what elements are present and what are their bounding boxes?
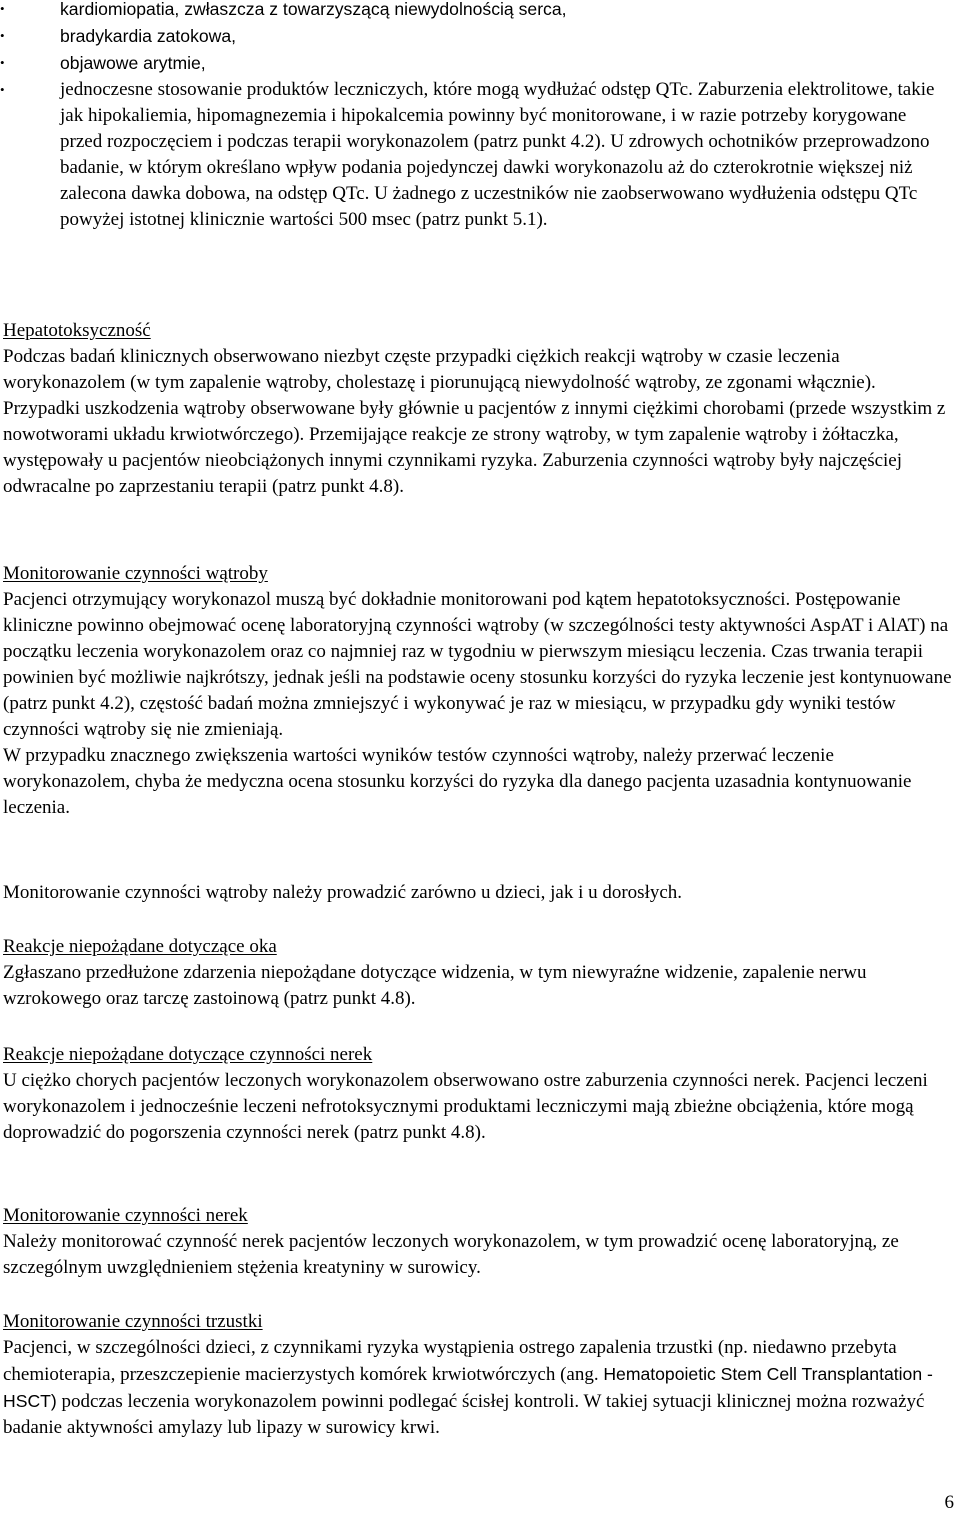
section-renal-monitoring	[3, 1203, 953, 1281]
list-item-text-end: U żadnego z uczestników nie zaobserwowano wydłużenia odstępu QTc powyżej istotnej klinicznie wartości 500 msec (patrz punkt 5.1).	[60, 183, 918, 230]
list-item-text: kardiomiopatia, zwłaszcza z towarzyszącą niewydolnością serca,	[60, 0, 567, 19]
section-paragraph	[3, 1335, 953, 1441]
section-paragraph: U ciężko chorych pacjentów leczonych worykonazolem obserwowano ostre zaburzenia czynności nerek. Pacjenci leczeni worykonazolem i jednocześnie leczeni nefrotoksycznymi produktami leczniczymi mają zbieżne obciążenia, które mogą doprowadzić do pogorszenia czynności nerek (patrz punkt 4.8).	[3, 1070, 928, 1143]
section-heading: Monitorowanie czynności trzustki	[3, 1311, 263, 1332]
section-heading: Reakcje niepożądane dotyczące oka	[3, 936, 277, 957]
list-item-text: objawowe arytmie,	[60, 53, 206, 73]
section-heading: Monitorowanie czynności nerek	[3, 1205, 248, 1226]
list-item	[0, 77, 950, 233]
section-paragraph: Zgłaszano przedłużone zdarzenia niepożądane dotyczące widzenia, w tym niewyraźne widzenie, zapalenie nerwu wzrokowego oraz tarczę zastoinową (patrz punkt 4.8).	[3, 962, 867, 1009]
section-hepatotoxicity	[3, 318, 953, 500]
list-item	[0, 50, 950, 77]
section-heading: Hepatotoksyczność	[3, 320, 151, 341]
page-number: 6	[944, 1492, 954, 1513]
section-pancreas	[3, 1309, 953, 1441]
section-renal	[3, 1042, 953, 1146]
paragraph-text-abbreviation: Hematopoietic Stem Cell Transplantation - HSCT)	[3, 1364, 933, 1411]
paragraph-text-end: podczas leczenia worykonazolem powinni podlegać ścisłej kontroli. W takiej sytuacji klinicznej można rozważyć badanie aktywności amylazy lub lipazy w surowicy krwi.	[3, 1391, 925, 1438]
section-liver-monitoring-note	[3, 880, 953, 906]
list-item-text: bradykardia zatokowa,	[60, 26, 237, 46]
risk-factor-list	[0, 0, 950, 233]
section-paragraph: Monitorowanie czynności wątroby należy prowadzić zarówno u dzieci, jak i u dorosłych.	[3, 882, 683, 903]
section-heading: Reakcje niepożądane dotyczące czynności nerek	[3, 1044, 373, 1065]
section-eye	[3, 934, 953, 1012]
list-item-text-continued: U zdrowych ochotników przeprowadzono badanie, w którym określano wpływ podania pojedynczej dawki worykonazolu aż do czterokrotnie większej niż zalecona dawka dobowa, na odstęp QTc.	[60, 131, 930, 204]
section-liver-monitoring	[3, 561, 953, 821]
paragraph-text: Pacjenci, w szczególności dzieci, z czynnikami ryzyka wystąpienia ostrego zapalenia trzustki (np. niedawno przebyta chemioterapia, przeszczepienie macierzystych komórek krwiotwórczych (ang.	[3, 1337, 897, 1385]
list-item	[0, 0, 950, 23]
section-paragraph: W przypadku znacznego zwiększenia wartości wyników testów czynności wątroby, należy przerwać leczenie worykonazolem, chyba że medyczna ocena stosunku korzyści do ryzyka dla danego pacjenta uzasadnia kontynuowanie leczenia.	[3, 745, 912, 818]
section-heading: Monitorowanie czynności wątroby	[3, 563, 268, 584]
section-paragraph: Należy monitorować czynność nerek pacjentów leczonych worykonazolem, w tym prowadzić ocenę laboratoryjną, ze szczególnym uwzględnieniem stężenia kreatyniny w surowicy.	[3, 1231, 899, 1278]
list-item-text: jednoczesne stosowanie produktów leczniczych, które mogą wydłużać odstęp QTc. Zaburzenia elektrolitowe, takie jak hipokaliemia, hipomagnezemia i hipokalcemia powinny być monitorowane, i w razie potrzeby korygowane przed rozpoczęciem i podczas terapii worykonazolem (patrz punkt 4.2).	[60, 79, 935, 152]
section-paragraph: Podczas badań klinicznych obserwowano niezbyt częste przypadki ciężkich reakcji wątroby w czasie leczenia worykonazolem (w tym zapalenie wątroby, cholestazę i piorunującą niewydolność wątroby, ze zgonami włącznie). Przypadki uszkodzenia wątroby obserwowane były głównie u pacjentów z innymi ciężkimi chorobami (przede wszystkim z nowotworami układu krwiotwórczego). Przemijające reakcje ze strony wątroby, w tym zapalenie wątroby i żółtaczka, występowały u pacjentów nieobciążonych innymi czynnikami ryzyka. Zaburzenia czynności wątroby były najczęściej odwracalne po zaprzestaniu terapii (patrz punkt 4.8).	[3, 346, 946, 497]
list-item	[0, 23, 950, 50]
section-paragraph: Pacjenci otrzymujący worykonazol muszą być dokładnie monitorowani pod kątem hepatotoksyczności. Postępowanie kliniczne powinno obejmować ocenę laboratoryjną czynności wątroby (w szczególności testy aktywności AspAT i AlAT) na początku leczenia worykonazolem oraz co najmniej raz w tygodniu w pierwszym miesiącu leczenia. Czas trwania terapii powinien być możliwie najkrótszy, jednak jeśli na podstawie oceny stosunku korzyści do ryzyka leczenie jest kontynuowane (patrz punkt 4.2), częstość badań można zmniejszyć i wykonywać je raz w miesiącu, w przypadku gdy wyniki testów czynności wątroby się nie zmieniają.	[3, 589, 952, 740]
